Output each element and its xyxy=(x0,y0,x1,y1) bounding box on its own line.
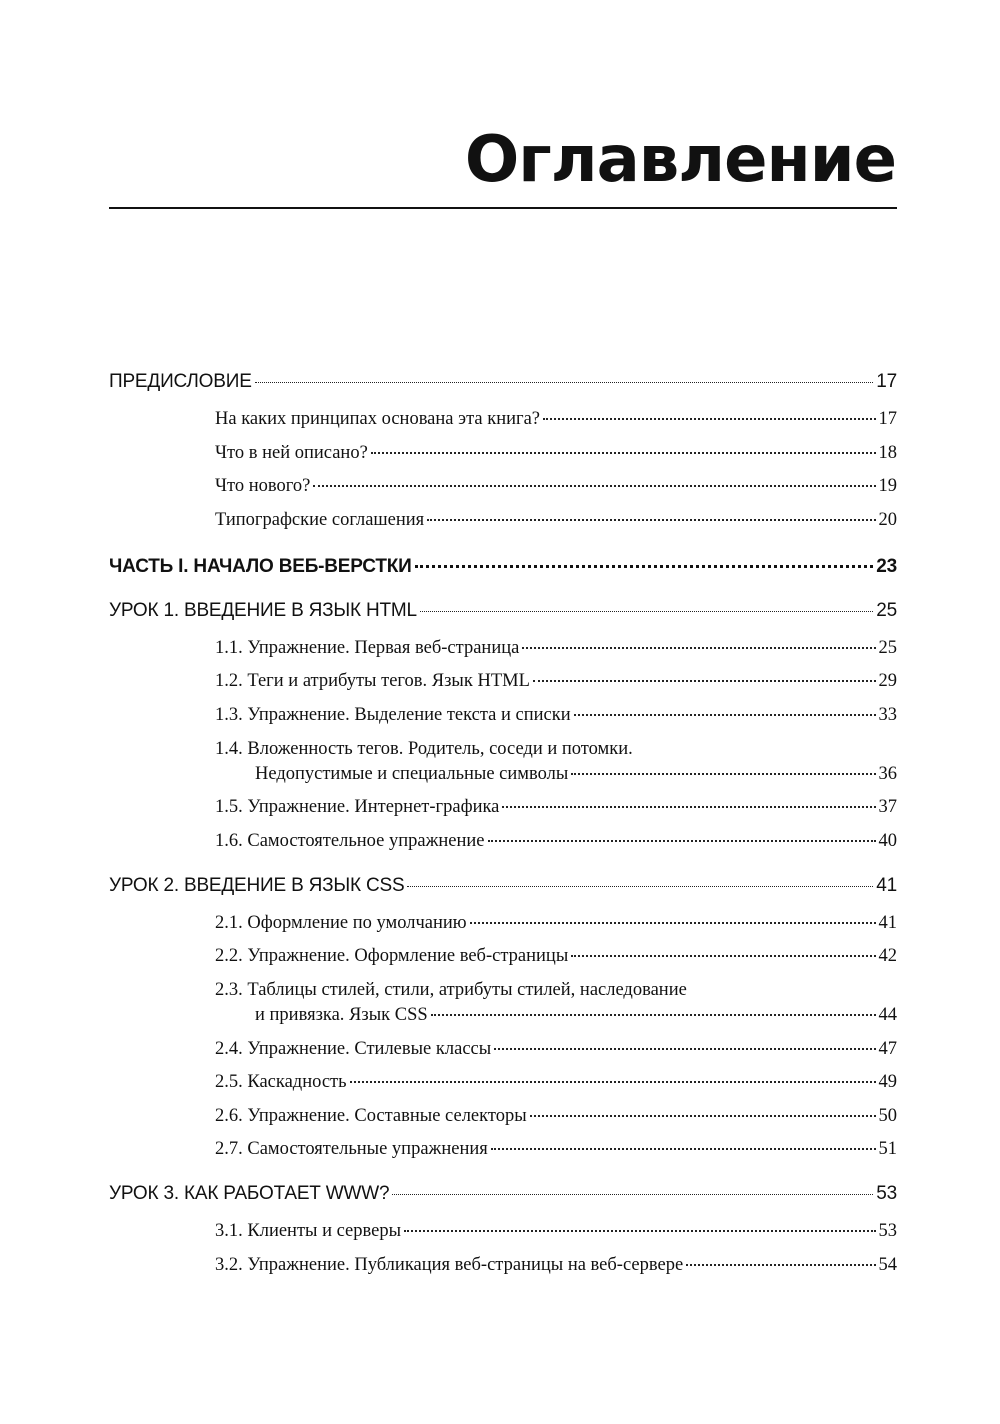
toc-entry-item xyxy=(109,795,897,820)
toc-page-number: 33 xyxy=(878,704,897,725)
dot-leader xyxy=(407,886,873,887)
toc-entry-item xyxy=(109,669,897,694)
toc-page-number: 44 xyxy=(878,1004,897,1025)
toc-entry-title: 2.4. Упражнение. Стилевые классы xyxy=(215,1038,492,1059)
toc-entry-item xyxy=(109,944,897,969)
dot-leader xyxy=(371,452,876,454)
toc-page-number: 41 xyxy=(876,874,897,896)
toc-entry-item xyxy=(109,1253,897,1278)
dot-leader xyxy=(420,611,873,612)
toc-page-number: 47 xyxy=(878,1038,897,1059)
toc-entry-title: Что в ней описано? xyxy=(215,442,368,463)
toc-entry-item xyxy=(109,737,897,787)
toc-entry-title: 3.2. Упражнение. Публикация веб-страницы на веб-сервере xyxy=(215,1254,684,1275)
dot-leader xyxy=(502,806,875,808)
toc-page-number: 29 xyxy=(878,671,897,692)
toc-entry-item xyxy=(109,441,897,466)
toc-entry-title: ЧАСТЬ I. НАЧАЛО ВЕБ-ВЕРСТКИ xyxy=(109,555,412,577)
toc-entry-title: 1.3. Упражнение. Выделение текста и списки xyxy=(215,704,571,725)
toc-page-number: 53 xyxy=(876,1183,897,1205)
dot-leader xyxy=(488,840,876,842)
toc-entry-section xyxy=(109,874,897,898)
toc-entry-section xyxy=(109,370,897,394)
toc-page-number: 54 xyxy=(878,1254,897,1275)
toc-entry-item xyxy=(109,911,897,936)
dot-leader xyxy=(543,418,875,420)
toc-page-number: 17 xyxy=(878,409,897,429)
toc-entry-item xyxy=(109,1137,897,1162)
toc-entry-title: 2.1. Оформление по умолчанию xyxy=(215,912,467,933)
toc-page-number: 42 xyxy=(878,946,897,967)
toc-page-number: 53 xyxy=(878,1221,897,1242)
dot-leader xyxy=(533,680,876,682)
toc-entry-item xyxy=(109,474,897,499)
toc-entry-title: ПРЕДИСЛОВИЕ xyxy=(109,371,252,392)
toc-entry-title: УРОК 3. КАК РАБОТАЕТ WWW? xyxy=(109,1183,390,1205)
dot-leader xyxy=(415,565,874,568)
page-title: Оглавление xyxy=(464,123,896,197)
toc-entry-title: 2.5. Каскадность xyxy=(215,1072,347,1093)
toc-entry-section xyxy=(109,1182,897,1206)
dot-leader xyxy=(431,1014,876,1016)
toc-page-number: 18 xyxy=(878,442,897,463)
dot-leader xyxy=(574,714,876,716)
toc-page-number: 51 xyxy=(878,1139,897,1160)
dot-leader xyxy=(255,382,874,383)
dot-leader xyxy=(392,1194,873,1195)
toc-entry-title: 1.6. Самостоятельное упражнение xyxy=(215,830,485,851)
toc-entry-item xyxy=(109,1219,897,1244)
dot-leader xyxy=(404,1230,875,1232)
toc-entry-title: и привязка. Язык CSS xyxy=(255,1004,428,1025)
toc-entry-title: УРОК 2. ВВЕДЕНИЕ В ЯЗЫК CSS xyxy=(109,874,405,896)
toc-entry-title: 2.6. Упражнение. Составные селекторы xyxy=(215,1105,527,1126)
dot-leader xyxy=(470,922,876,924)
dot-leader xyxy=(571,773,875,775)
toc-page-number: 20 xyxy=(878,509,897,530)
toc-entry-title: 2.2. Упражнение. Оформление веб-страницы xyxy=(215,946,569,967)
dot-leader xyxy=(313,485,875,487)
toc-page-number: 40 xyxy=(878,830,897,851)
toc-entry-title: УРОК 1. ВВЕДЕНИЕ В ЯЗЫК HTML xyxy=(109,599,417,621)
toc-entry-item xyxy=(109,829,897,854)
toc-page-number: 23 xyxy=(876,555,897,577)
toc-entry-title: 2.7. Самостоятельные упражнения xyxy=(215,1139,488,1160)
table-of-contents xyxy=(109,370,897,1278)
dot-leader xyxy=(522,647,875,649)
toc-entry-item xyxy=(109,407,897,432)
dot-leader xyxy=(491,1148,876,1150)
toc-page-number: 41 xyxy=(878,912,897,933)
toc-page-number: 50 xyxy=(878,1105,897,1126)
title-divider xyxy=(109,207,897,209)
toc-entry-item xyxy=(109,703,897,728)
toc-page-number: 37 xyxy=(878,797,897,818)
toc-entry-title-first-line: 2.3. Таблицы стилей, стили, атрибуты стилей, наследование xyxy=(215,979,687,1000)
toc-entry-item xyxy=(109,1070,897,1095)
toc-entry-item xyxy=(109,1104,897,1129)
toc-entry-title: 3.1. Клиенты и серверы xyxy=(215,1221,402,1242)
toc-page-number: 36 xyxy=(878,763,897,784)
toc-entry-title-first-line: 1.4. Вложенность тегов. Родитель, соседи и потомки. xyxy=(215,738,633,759)
dot-leader xyxy=(686,1264,875,1266)
toc-entry-title: 1.1. Упражнение. Первая веб-страница xyxy=(215,637,520,658)
dot-leader xyxy=(350,1081,876,1083)
toc-entry-title: Типографские соглашения xyxy=(215,509,425,530)
toc-page-number: 49 xyxy=(878,1072,897,1093)
toc-entry-item xyxy=(109,978,897,1028)
toc-entry-title: На каких принципах основана эта книга? xyxy=(215,409,541,429)
toc-entry-part xyxy=(109,555,897,579)
toc-entry-item xyxy=(109,636,897,661)
toc-entry-item xyxy=(109,1037,897,1062)
toc-entry-item xyxy=(109,508,897,533)
toc-page-number: 25 xyxy=(878,637,897,658)
toc-page-number: 25 xyxy=(876,599,897,621)
dot-leader xyxy=(530,1115,876,1117)
dot-leader xyxy=(494,1048,875,1050)
toc-entry-title: Что нового? xyxy=(215,476,311,497)
toc-entry-section xyxy=(109,599,897,623)
toc-entry-title: Недопустимые и специальные символы xyxy=(255,763,569,784)
toc-page-number: 19 xyxy=(878,476,897,497)
dot-leader xyxy=(427,519,875,521)
toc-entry-title: 1.5. Упражнение. Интернет-графика xyxy=(215,797,500,818)
toc-entry-title: 1.2. Теги и атрибуты тегов. Язык HTML xyxy=(215,671,530,692)
dot-leader xyxy=(571,955,875,957)
toc-page-number: 17 xyxy=(876,371,897,392)
